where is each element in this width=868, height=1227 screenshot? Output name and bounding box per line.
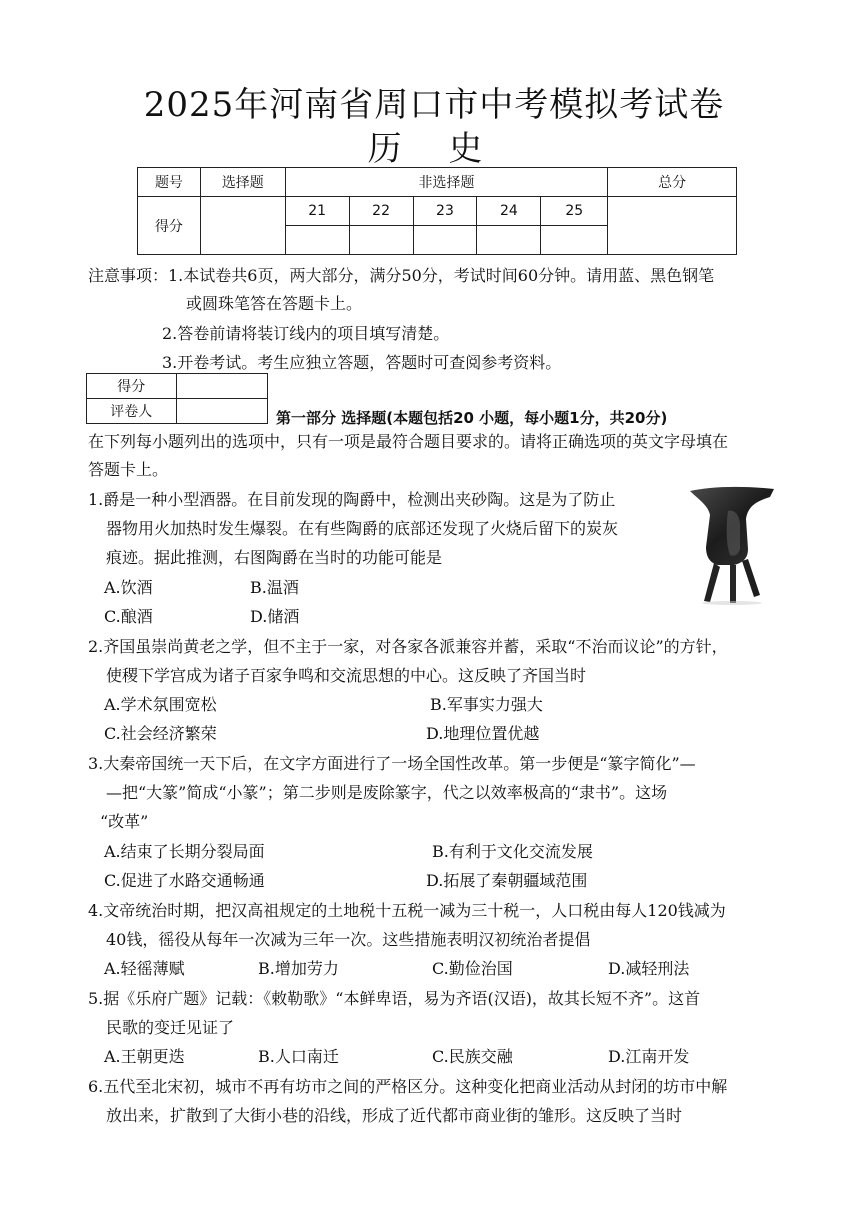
question-number: 24 — [477, 197, 541, 226]
question-5-line: 5.据《乐府广题》记载：《敕勒歌》“本鲜卑语，易为齐语(汉语)，故其长短不齐”。这首 — [88, 989, 701, 1008]
review-score-cell[interactable] — [176, 374, 267, 399]
question-1-option-b[interactable]: B.温酒 — [250, 578, 299, 597]
subject-title: 历 史 — [367, 129, 501, 169]
question-4-line: 4.文帝统治时期，把汉高祖规定的土地税十五税一减为三十税一，人口税由每人120钱减为 — [88, 901, 726, 920]
question-3-option-d[interactable]: D.拓展了秦朝疆域范围 — [426, 871, 588, 890]
row-label-score: 得分 — [138, 197, 201, 255]
review-label-reviewer: 评卷人 — [87, 399, 177, 424]
review-box — [86, 373, 268, 424]
score-cell-choice[interactable] — [200, 197, 285, 255]
question-1-option-c[interactable]: C.酿酒 — [104, 607, 153, 626]
question-5-line: 民歌的变迁见证了 — [106, 1018, 235, 1037]
question-2-option-c[interactable]: C.社会经济繁荣 — [104, 724, 217, 743]
question-3-line: —把“大篆”简成“小篆”；第二步则是废除篆字，代之以效率极高的“隶书”。这场 — [106, 783, 668, 802]
question-3-option-a[interactable]: A.结束了长期分裂局面 — [104, 842, 265, 861]
score-cell-total[interactable] — [608, 197, 737, 255]
notice-line: 注意事项：1.本试卷共6页，两大部分，满分50分，考试时间60分钟。请用蓝、黑色钢笔 — [88, 266, 715, 285]
question-5-option-b[interactable]: B.人口南迁 — [258, 1047, 339, 1066]
question-1-option-d[interactable]: D.储酒 — [250, 607, 300, 626]
question-3-line: 3.大秦帝国统一天下后，在文字方面进行了一场全国性改革。第一步便是“篆字简化”— — [88, 754, 696, 773]
question-3-option-c[interactable]: C.促进了水路交通畅通 — [104, 871, 265, 890]
question-2-option-a[interactable]: A.学术氛围宽松 — [104, 695, 217, 714]
question-5-option-d[interactable]: D.江南开发 — [608, 1047, 690, 1066]
pottery-jue-image — [688, 485, 778, 605]
question-3-line: “改革” — [100, 812, 149, 831]
question-6-line: 6.五代至北宋初，城市不再有坊市之间的严格区分。这种变化把商业活动从封闭的坊市中解 — [88, 1077, 728, 1096]
header-cell-total: 总分 — [608, 168, 737, 197]
section-instruction: 在下列每小题列出的选项中，只有一项是最符合题目要求的。请将正确选项的英文字母填在 — [88, 432, 729, 451]
question-2-option-d[interactable]: D.地理位置优越 — [426, 724, 540, 743]
notice-line: 或圆珠笔答在答题卡上。 — [186, 294, 363, 313]
question-1-line: 器物用火加热时发生爆裂。在有些陶爵的底部还发现了火烧后留下的炭灰 — [106, 519, 619, 538]
question-1-option-a[interactable]: A.饮酒 — [104, 578, 153, 597]
question-2-option-b[interactable]: B.军事实力强大 — [430, 695, 543, 714]
question-6-line: 放出来，扩散到了大街小巷的沿线，形成了近代都市商业街的雏形。这反映了当时 — [106, 1106, 683, 1125]
question-2-line: 2.齐国虽崇尚黄老之学，但不主于一家，对各家各派兼容并蓄，采取“不治而议论”的方针， — [88, 637, 728, 656]
header-cell-nonchoice: 非选择题 — [285, 168, 607, 197]
question-number: 25 — [541, 197, 608, 226]
question-3-option-b[interactable]: B.有利于文化交流发展 — [432, 842, 593, 861]
section-instruction: 答题卡上。 — [88, 460, 169, 479]
question-5-option-c[interactable]: C.民族交融 — [432, 1047, 513, 1066]
question-number: 23 — [413, 197, 477, 226]
question-number: 22 — [349, 197, 413, 226]
question-2-line: 使稷下学宫成为诸子百家争鸣和交流思想的中心。这反映了齐国当时 — [106, 666, 587, 685]
question-4-option-c[interactable]: C.勤俭治国 — [432, 959, 513, 978]
review-label-score: 得分 — [87, 374, 177, 399]
question-5-option-a[interactable]: A.王朝更迭 — [104, 1047, 185, 1066]
review-reviewer-cell[interactable] — [176, 399, 267, 424]
section-title: 第一部分 选择题(本题包括20 小题，每小题1分，共20分) — [276, 409, 668, 427]
question-1-line: 1.爵是一种小型酒器。在目前发现的陶爵中，检测出夹砂陶。这是为了防止 — [88, 490, 616, 509]
question-1-line: 痕迹。据此推测，右图陶爵在当时的功能可能是 — [106, 548, 443, 567]
score-cell-22[interactable] — [349, 226, 413, 255]
question-4-option-d[interactable]: D.减轻刑法 — [608, 959, 690, 978]
score-table — [137, 167, 737, 255]
score-cell-23[interactable] — [413, 226, 477, 255]
question-4-option-a[interactable]: A.轻徭薄赋 — [104, 959, 185, 978]
score-cell-25[interactable] — [541, 226, 608, 255]
question-4-option-b[interactable]: B.增加劳力 — [258, 959, 339, 978]
notice-line: 2.答卷前请将装订线内的项目填写清楚。 — [162, 324, 450, 343]
exam-title: 2025年河南省周口市中考模拟考试卷 — [143, 85, 725, 125]
header-cell-no: 题号 — [138, 168, 201, 197]
score-cell-21[interactable] — [285, 226, 349, 255]
score-cell-24[interactable] — [477, 226, 541, 255]
header-cell-choice: 选择题 — [200, 168, 285, 197]
notice-line: 3.开卷考试。考生应独立答题，答题时可查阅参考资料。 — [162, 353, 562, 372]
question-number: 21 — [285, 197, 349, 226]
question-4-line: 40钱，徭役从每年一次减为三年一次。这些措施表明汉初统治者提倡 — [106, 930, 591, 949]
